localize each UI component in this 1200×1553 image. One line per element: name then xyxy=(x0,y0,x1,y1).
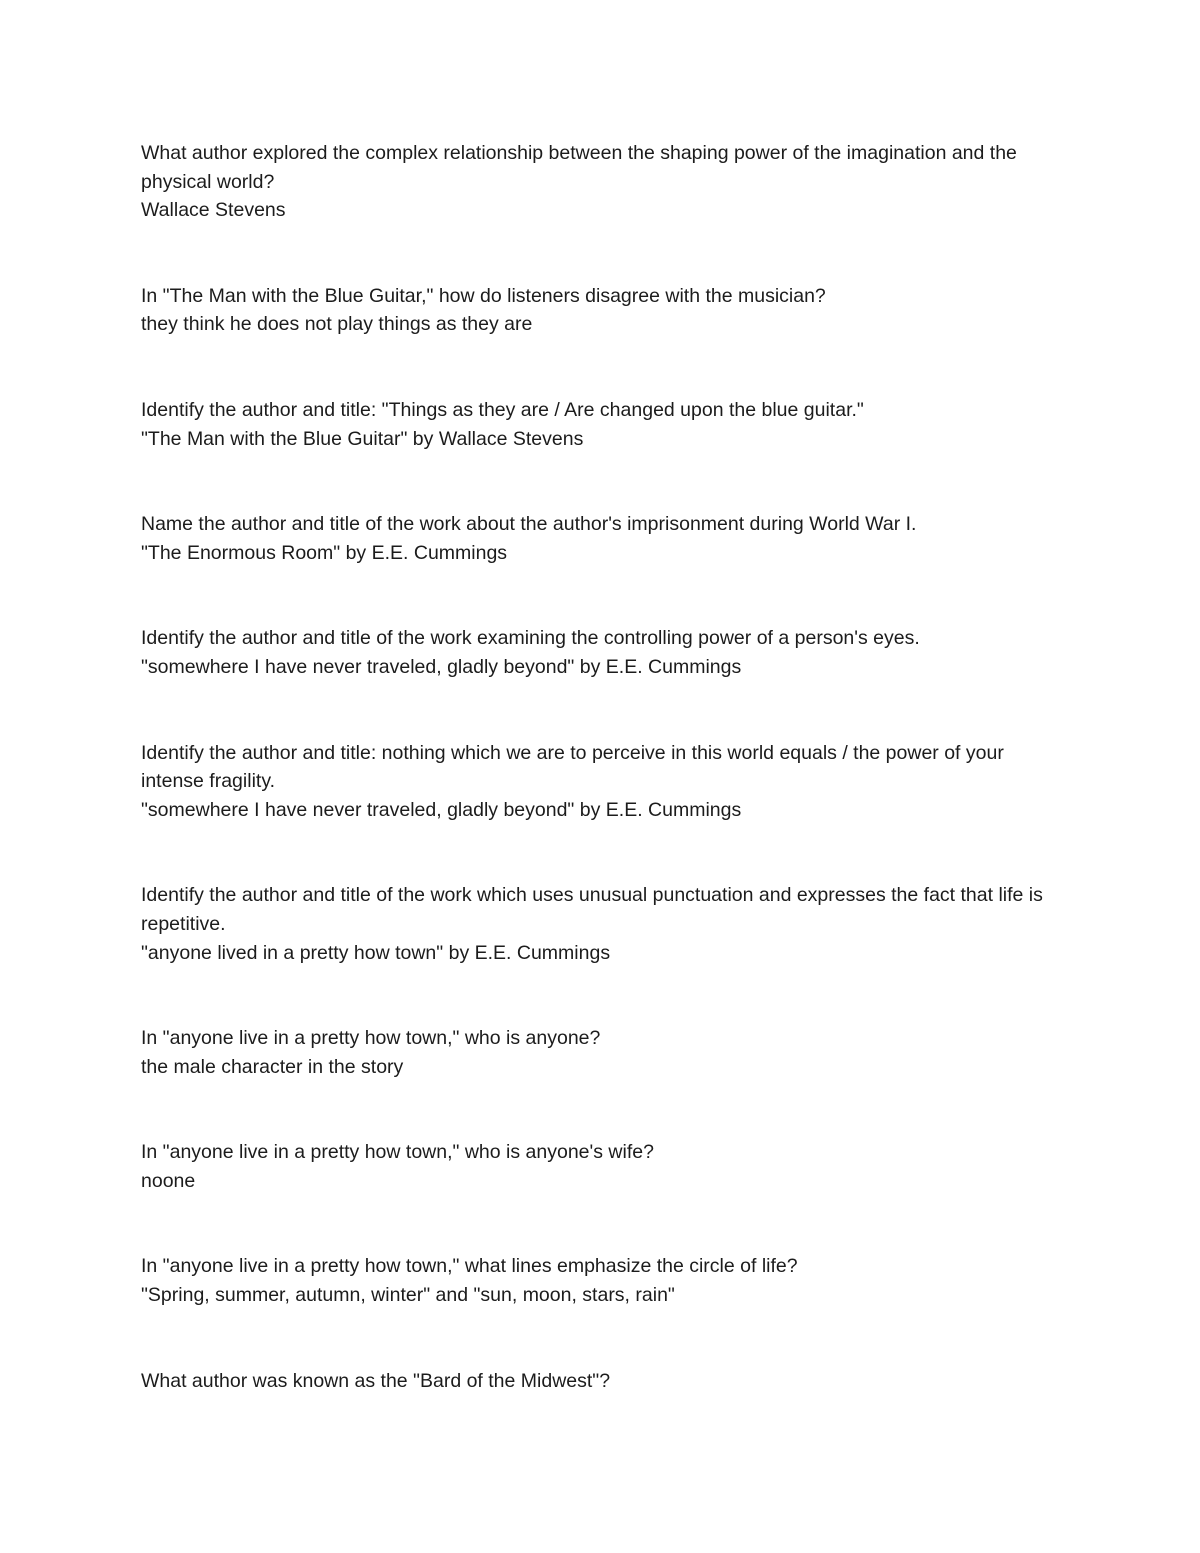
answer-text: "The Man with the Blue Guitar" by Wallace Stevens xyxy=(141,427,584,450)
question-text: Identify the author and title: "Things as they are / Are changed upon the blue guitar." xyxy=(141,398,864,421)
answer-text: "somewhere I have never traveled, gladly beyond" by E.E. Cummings xyxy=(141,798,742,821)
qa-item xyxy=(141,396,1071,453)
qa-item xyxy=(141,510,1071,567)
answer-text: "Spring, summer, autumn, winter" and "sun, moon, stars, rain" xyxy=(141,1284,675,1307)
qa-item xyxy=(141,139,1071,225)
question-text: In "anyone live in a pretty how town," who is anyone's wife? xyxy=(141,1141,654,1164)
qa-item xyxy=(141,282,1071,339)
qa-item xyxy=(141,739,1071,825)
question-text: Identify the author and title of the work which uses unusual punctuation and expresses the fact that life is repetitive. xyxy=(141,884,1043,935)
answer-text: they think he does not play things as they are xyxy=(141,313,533,336)
qa-item xyxy=(141,1367,1071,1396)
qa-item xyxy=(141,881,1071,967)
question-text: In "anyone live in a pretty how town," what lines emphasize the circle of life? xyxy=(141,1255,798,1278)
question-text: What author was known as the "Bard of the Midwest"? xyxy=(141,1369,611,1392)
qa-list xyxy=(141,139,1071,1452)
qa-item xyxy=(141,624,1071,681)
question-text: In "The Man with the Blue Guitar," how do listeners disagree with the musician? xyxy=(141,284,826,307)
qa-item xyxy=(141,1138,1071,1195)
question-text: What author explored the complex relationship between the shaping power of the imagination and the physical world? xyxy=(141,142,1017,193)
answer-text: "somewhere I have never traveled, gladly beyond" by E.E. Cummings xyxy=(141,655,742,678)
answer-text: "anyone lived in a pretty how town" by E.E. Cummings xyxy=(141,941,611,964)
answer-text: Wallace Stevens xyxy=(141,199,286,222)
question-text: Identify the author and title: nothing which we are to perceive in this world equals / the power of your intense fragility. xyxy=(141,741,1004,793)
answer-text: the male character in the story xyxy=(141,1055,404,1078)
answer-text: "The Enormous Room" by E.E. Cummings xyxy=(141,541,508,564)
question-text: In "anyone live in a pretty how town," who is anyone? xyxy=(141,1027,601,1050)
question-text: Identify the author and title of the work examining the controlling power of a person's eyes. xyxy=(141,627,920,650)
question-text: Name the author and title of the work about the author's imprisonment during World War I. xyxy=(141,513,917,536)
qa-item xyxy=(141,1024,1071,1081)
answer-text: noone xyxy=(141,1169,196,1192)
qa-item xyxy=(141,1252,1071,1309)
